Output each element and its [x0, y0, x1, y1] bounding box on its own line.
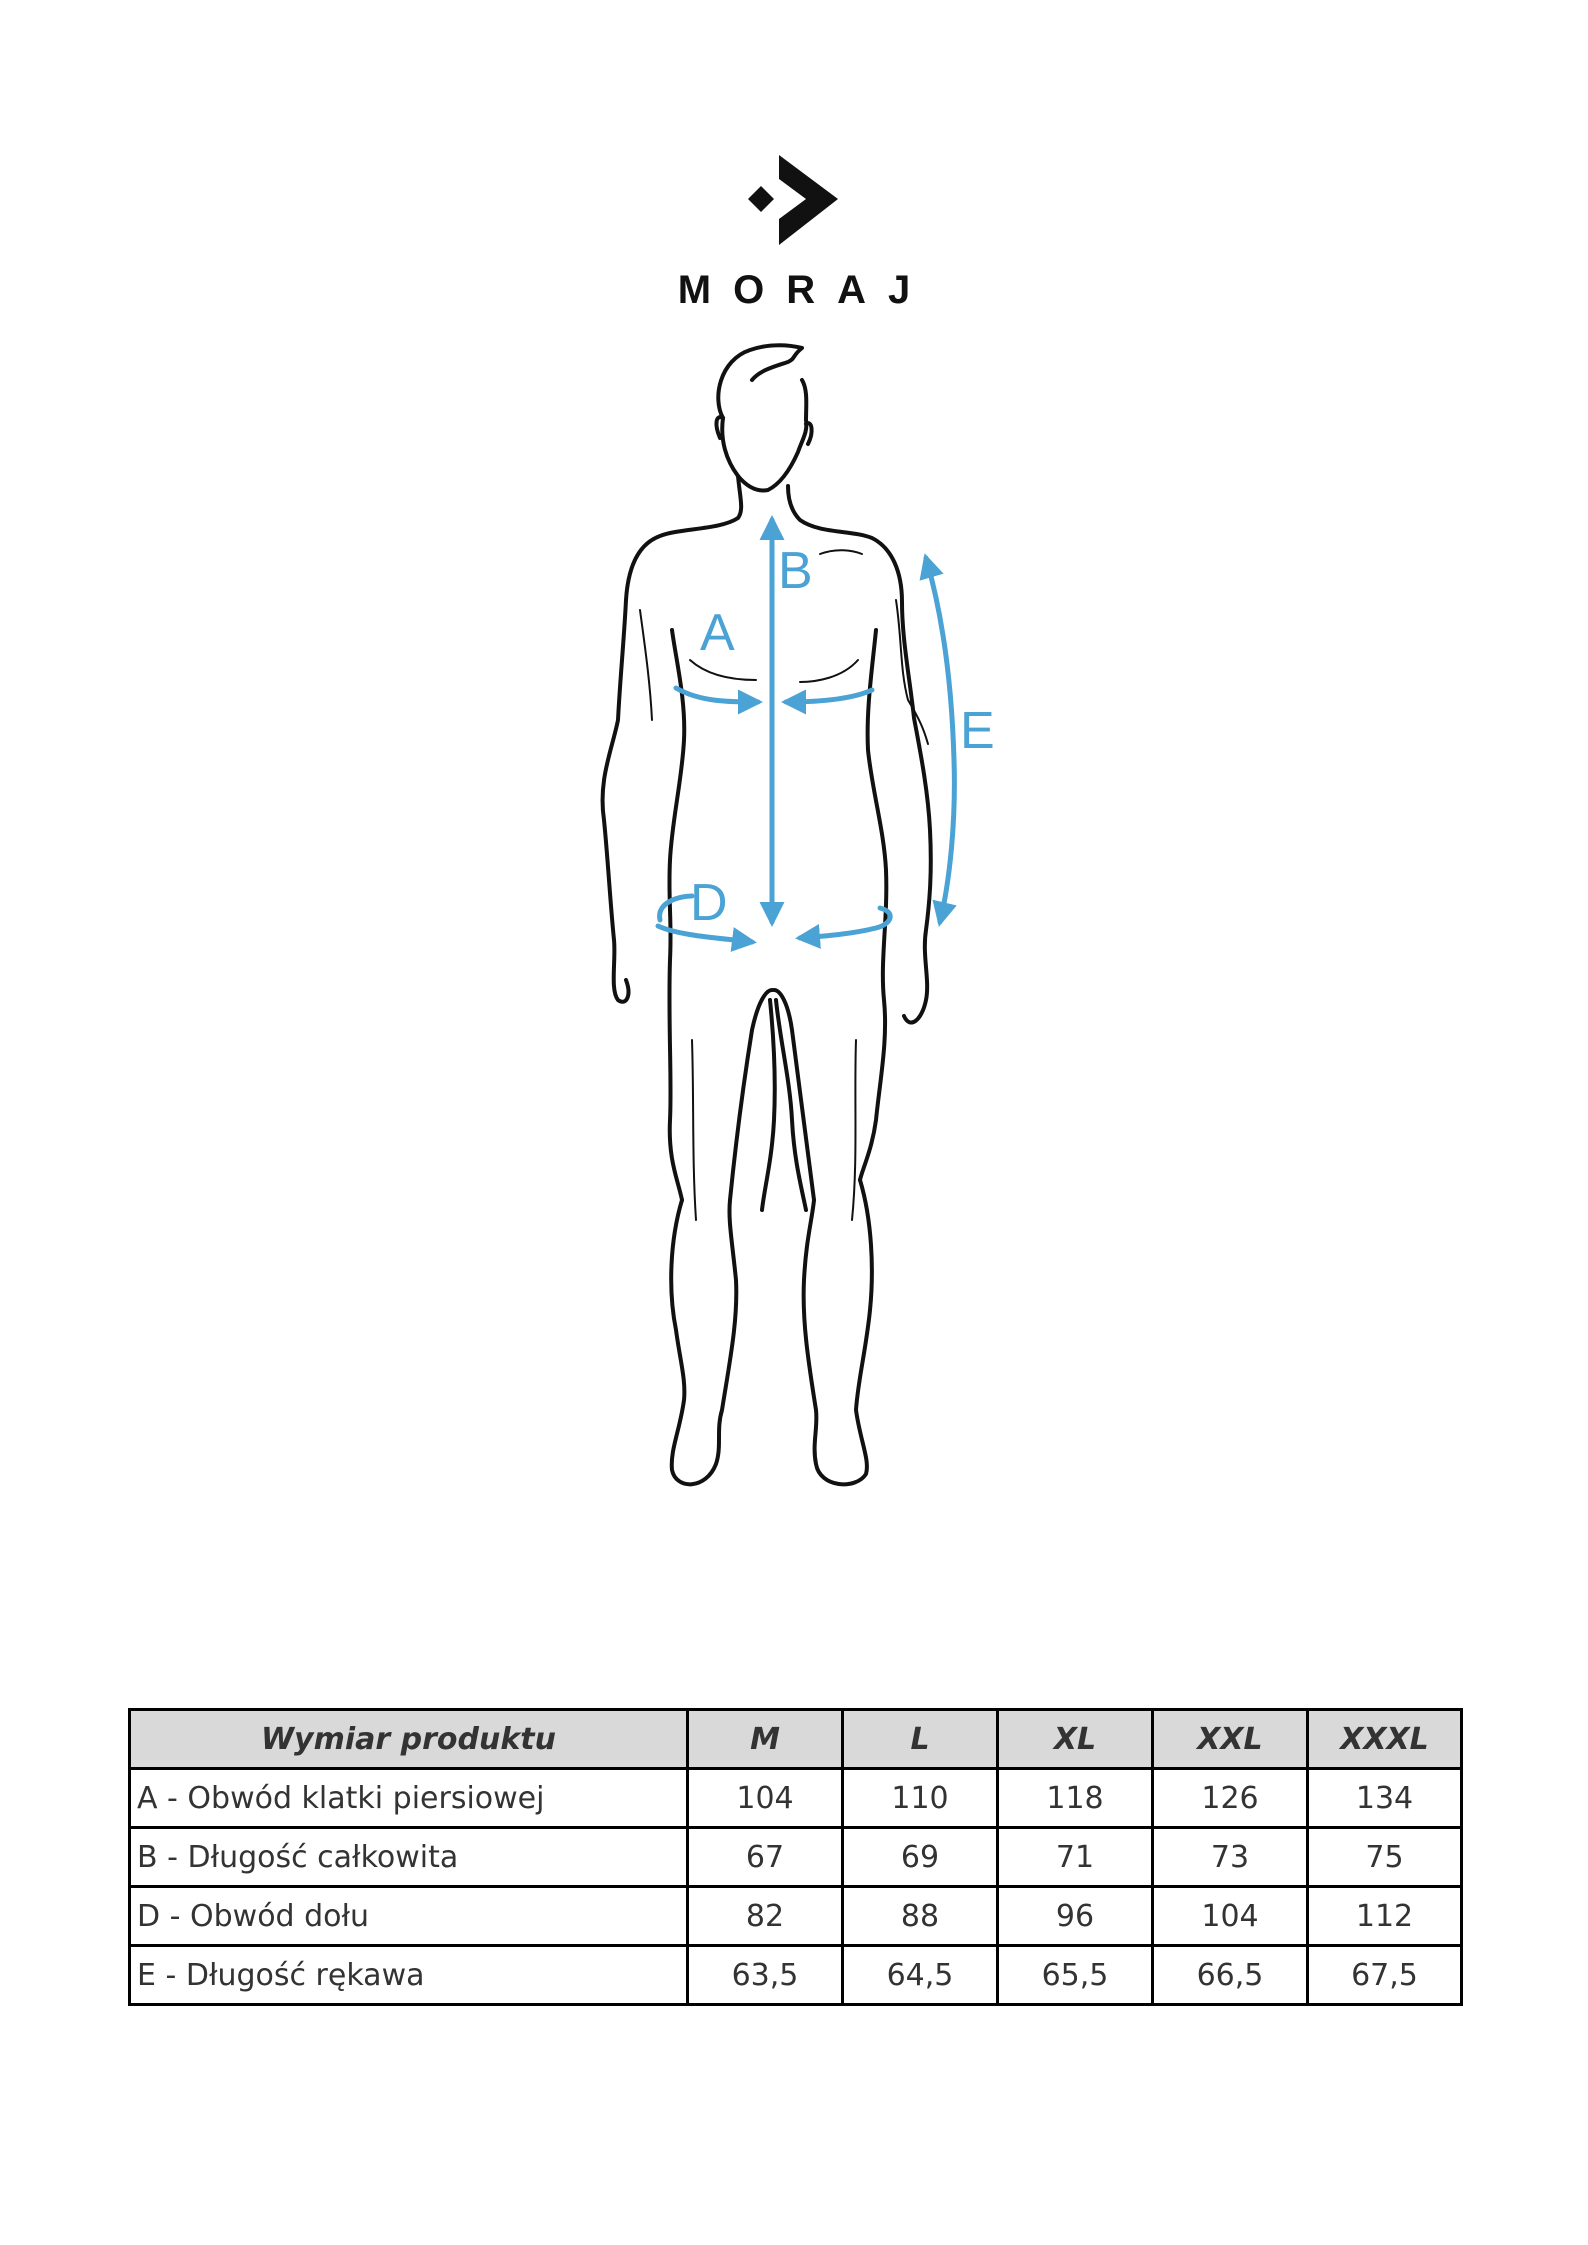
row-label: D - Obwód dołu — [130, 1887, 688, 1946]
table-cell: 110 — [843, 1769, 998, 1828]
header-size-l: L — [843, 1710, 998, 1769]
header-size-xl: XL — [998, 1710, 1153, 1769]
header-size-xxxl: XXXL — [1308, 1710, 1462, 1769]
table-cell: 126 — [1153, 1769, 1308, 1828]
table-header-row — [130, 1710, 1462, 1769]
table-cell: 67 — [688, 1828, 843, 1887]
table-cell: 96 — [998, 1887, 1153, 1946]
header-size-m: M — [688, 1710, 843, 1769]
svg-text:E: E — [960, 702, 995, 760]
table-row — [130, 1946, 1462, 2005]
table-row — [130, 1887, 1462, 1946]
table-row — [130, 1769, 1462, 1828]
table-cell: 69 — [843, 1828, 998, 1887]
table-cell: 63,5 — [688, 1946, 843, 2005]
svg-text:B: B — [778, 542, 813, 600]
svg-text:D: D — [690, 874, 728, 932]
table-cell: 104 — [1153, 1887, 1308, 1946]
table-cell: 64,5 — [843, 1946, 998, 2005]
svg-text:A: A — [700, 604, 735, 662]
row-label: E - Długość rękawa — [130, 1946, 688, 2005]
table-cell: 65,5 — [998, 1946, 1153, 2005]
table-cell: 88 — [843, 1887, 998, 1946]
row-label: B - Długość całkowita — [130, 1828, 688, 1887]
header-product-dimension: Wymiar produktu — [130, 1710, 688, 1769]
brand-logo-icon — [748, 155, 838, 245]
table-cell: 75 — [1308, 1828, 1462, 1887]
male-body-outline-icon — [580, 340, 1020, 1530]
table-cell: 71 — [998, 1828, 1153, 1887]
table-cell: 82 — [688, 1887, 843, 1946]
row-label: A - Obwód klatki piersiowej — [130, 1769, 688, 1828]
table-cell: 112 — [1308, 1887, 1462, 1946]
table-cell: 73 — [1153, 1828, 1308, 1887]
table-cell: 66,5 — [1153, 1946, 1308, 2005]
table-cell: 118 — [998, 1769, 1153, 1828]
table-row — [130, 1828, 1462, 1887]
brand-name: MORAJ — [677, 268, 933, 312]
size-table — [128, 1708, 1463, 2006]
table-cell: 104 — [688, 1769, 843, 1828]
header-size-xxl: XXL — [1153, 1710, 1308, 1769]
table-cell: 134 — [1308, 1769, 1462, 1828]
table-cell: 67,5 — [1308, 1946, 1462, 2005]
